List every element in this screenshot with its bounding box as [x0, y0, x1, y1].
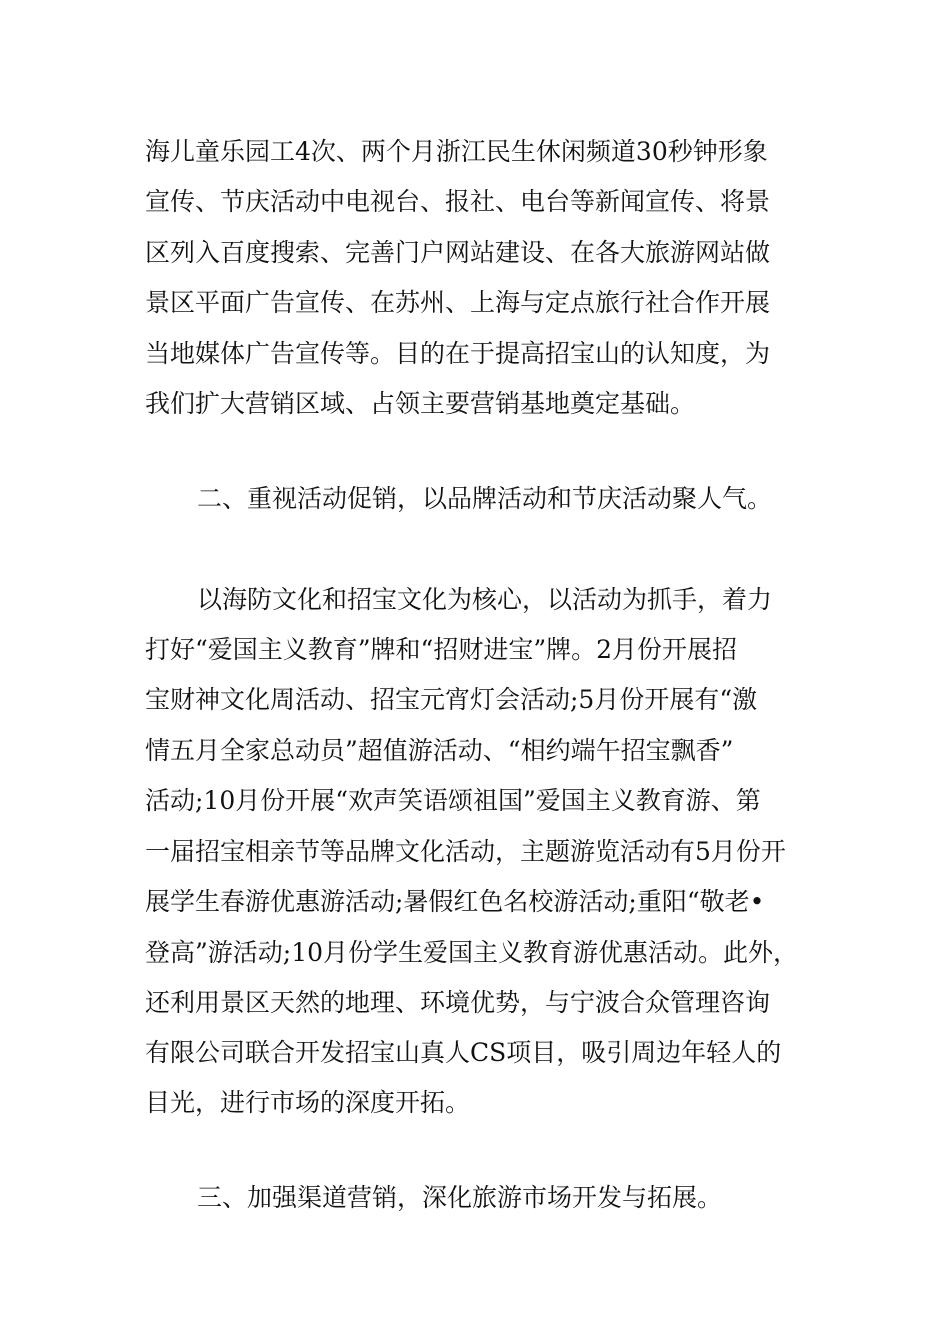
paragraph-2-line-7: 展学生春游优惠游活动;暑假红色名校游活动;重阳“敬老• — [145, 887, 765, 916]
section-heading-2: 二、重视活动促销，以品牌活动和节庆活动聚人气。 — [197, 484, 773, 513]
paragraph-2-line-2: 打好“爱国主义教育”牌和“招财进宝”牌。2月份开展招 — [145, 635, 738, 664]
paragraph-1-line-2: 宣传、节庆活动中电视台、报社、电台等新闻宣传、将景 — [145, 187, 771, 216]
paragraph-2-line-9: 还利用景区天然的地理、环境优势，与宁波合众管理咨询 — [145, 988, 771, 1017]
paragraph-2-line-11: 目光，进行市场的深度开拓。 — [145, 1088, 471, 1117]
paragraph-2-line-3: 宝财神文化周活动、招宝元宵灯会活动;5月份开展有“激 — [145, 685, 758, 714]
paragraph-1-line-6: 我们扩大营销区域、占领主要营销基地奠定基础。 — [145, 389, 696, 418]
section-heading-3: 三、加强渠道营销，深化旅游市场开发与拓展。 — [197, 1183, 723, 1212]
paragraph-2-line-6: 一届招宝相亲节等品牌文化活动，主题游览活动有5月份开 — [145, 837, 786, 866]
paragraph-2-line-1: 以海防文化和招宝文化为核心，以活动为抓手，着力 — [197, 585, 773, 614]
paragraph-2-line-4: 情五月全家总动员”超值游活动、“相约端午招宝飘香” — [145, 736, 734, 765]
paragraph-1-line-1: 海儿童乐园工4次、两个月浙江民生休闲频道30秒钟形象 — [145, 137, 768, 166]
paragraph-1-line-4: 景区平面广告宣传、在苏州、上海与定点旅行社合作开展 — [145, 288, 771, 317]
paragraph-2-line-5: 活动;10月份开展“欢声笑语颂祖国”爱国主义教育游、第 — [145, 786, 761, 815]
paragraph-2-line-8: 登高”游活动;10月份学生爱国主义教育游优惠活动。此外， — [145, 938, 799, 967]
paragraph-1-line-3: 区列入百度搜索、完善门户网站建设、在各大旅游网站做 — [145, 238, 771, 267]
paragraph-2-line-10: 有限公司联合开发招宝山真人CS项目，吸引周边年轻人的 — [145, 1038, 782, 1067]
paragraph-1-line-5: 当地媒体广告宣传等。目的在于提高招宝山的认知度，为 — [145, 339, 771, 368]
